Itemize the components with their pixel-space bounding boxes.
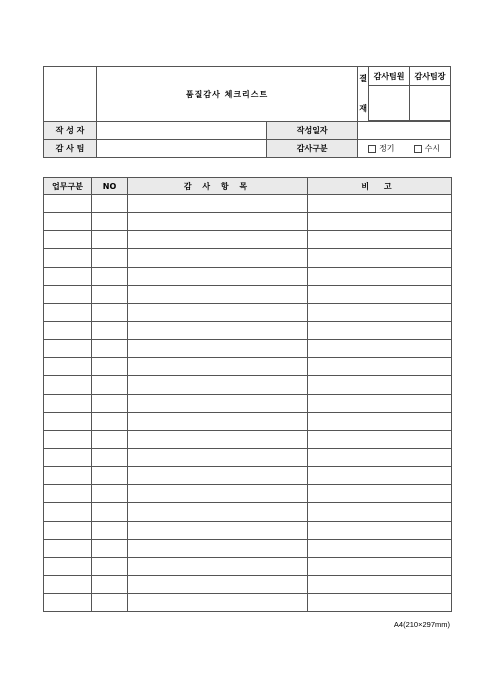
- item-cell[interactable]: [128, 539, 308, 557]
- table-row: [44, 467, 452, 485]
- table-row: [44, 412, 452, 430]
- category-cell[interactable]: [44, 303, 92, 321]
- no-cell[interactable]: [92, 321, 128, 339]
- category-cell[interactable]: [44, 539, 92, 557]
- remark-cell[interactable]: [308, 430, 452, 448]
- item-cell[interactable]: [128, 521, 308, 539]
- no-cell[interactable]: [92, 340, 128, 358]
- no-cell[interactable]: [92, 594, 128, 612]
- approval-col-member: 감사팀원: [369, 67, 410, 86]
- table-row: [44, 430, 452, 448]
- item-cell[interactable]: [128, 231, 308, 249]
- table-row: [44, 285, 452, 303]
- table-row: [44, 213, 452, 231]
- category-cell[interactable]: [44, 412, 92, 430]
- category-cell[interactable]: [44, 285, 92, 303]
- date-field[interactable]: [358, 122, 451, 140]
- category-cell[interactable]: [44, 321, 92, 339]
- no-cell[interactable]: [92, 213, 128, 231]
- header-table: [43, 66, 451, 158]
- remark-cell[interactable]: [308, 539, 452, 557]
- option-occasional-label: 수시: [424, 144, 441, 153]
- no-cell[interactable]: [92, 358, 128, 376]
- table-row: [44, 394, 452, 412]
- table-row: [44, 195, 452, 213]
- table-row: [44, 303, 452, 321]
- checkbox-icon: [414, 145, 422, 153]
- remark-cell[interactable]: [308, 321, 452, 339]
- remark-cell[interactable]: [308, 303, 452, 321]
- remark-cell[interactable]: [308, 340, 452, 358]
- category-cell[interactable]: [44, 358, 92, 376]
- date-label: 작성일자: [267, 122, 358, 140]
- option-regular-label: 정기: [379, 144, 395, 153]
- col-header-no: NO: [92, 178, 128, 195]
- table-row: [44, 575, 452, 593]
- item-cell[interactable]: [128, 213, 308, 231]
- type-label: 감사구분: [267, 140, 358, 158]
- remark-cell[interactable]: [308, 376, 452, 394]
- remark-cell[interactable]: [308, 485, 452, 503]
- approval-label: [358, 67, 369, 122]
- item-cell[interactable]: [128, 303, 308, 321]
- table-row: [44, 448, 452, 466]
- remark-cell[interactable]: [308, 394, 452, 412]
- remark-cell[interactable]: [308, 358, 452, 376]
- item-cell[interactable]: [128, 394, 308, 412]
- no-cell[interactable]: [92, 394, 128, 412]
- no-cell[interactable]: [92, 485, 128, 503]
- table-row: [44, 557, 452, 575]
- item-cell[interactable]: [128, 594, 308, 612]
- remark-cell[interactable]: [308, 412, 452, 430]
- item-cell[interactable]: [128, 485, 308, 503]
- checkbox-occasional[interactable]: [414, 144, 440, 153]
- no-cell[interactable]: [92, 430, 128, 448]
- item-cell[interactable]: [128, 557, 308, 575]
- remark-cell[interactable]: [308, 195, 452, 213]
- item-cell[interactable]: [128, 195, 308, 213]
- logo-cell: [44, 67, 97, 122]
- table-row: [44, 321, 452, 339]
- remark-cell[interactable]: [308, 285, 452, 303]
- item-cell[interactable]: [128, 575, 308, 593]
- table-row: [44, 503, 452, 521]
- approval-label-top: 결: [359, 74, 367, 83]
- checklist-rows: [44, 195, 452, 612]
- no-cell[interactable]: [92, 521, 128, 539]
- table-row: [44, 267, 452, 285]
- table-row: [44, 249, 452, 267]
- approval-col-leader: 감사팀장: [410, 67, 451, 86]
- table-row: [44, 521, 452, 539]
- category-cell[interactable]: [44, 557, 92, 575]
- item-cell[interactable]: [128, 285, 308, 303]
- item-cell[interactable]: [128, 267, 308, 285]
- remark-cell[interactable]: [308, 594, 452, 612]
- item-cell[interactable]: [128, 467, 308, 485]
- no-cell[interactable]: [92, 267, 128, 285]
- no-cell[interactable]: [92, 231, 128, 249]
- remark-cell[interactable]: [308, 503, 452, 521]
- item-cell[interactable]: [128, 249, 308, 267]
- category-cell[interactable]: [44, 485, 92, 503]
- table-row: [44, 594, 452, 612]
- category-cell[interactable]: [44, 575, 92, 593]
- item-cell[interactable]: [128, 376, 308, 394]
- author-label: 작 성 자: [44, 122, 97, 140]
- item-cell[interactable]: [128, 503, 308, 521]
- no-cell[interactable]: [92, 575, 128, 593]
- team-field[interactable]: [97, 140, 267, 158]
- remark-cell[interactable]: [308, 467, 452, 485]
- category-cell[interactable]: [44, 503, 92, 521]
- team-label: 감 사 팀: [44, 140, 97, 158]
- table-row: [44, 340, 452, 358]
- remark-cell[interactable]: [308, 231, 452, 249]
- item-cell[interactable]: [128, 340, 308, 358]
- category-cell[interactable]: [44, 448, 92, 466]
- no-cell[interactable]: [92, 376, 128, 394]
- author-field[interactable]: [97, 122, 267, 140]
- document-title: 품질감사 체크리스트: [97, 67, 358, 122]
- category-cell[interactable]: [44, 231, 92, 249]
- no-cell[interactable]: [92, 557, 128, 575]
- no-cell[interactable]: [92, 285, 128, 303]
- table-row: [44, 485, 452, 503]
- item-cell[interactable]: [128, 358, 308, 376]
- category-cell[interactable]: [44, 467, 92, 485]
- type-options: [358, 140, 451, 158]
- category-cell[interactable]: [44, 594, 92, 612]
- table-row: [44, 376, 452, 394]
- no-cell[interactable]: [92, 467, 128, 485]
- category-cell[interactable]: [44, 340, 92, 358]
- no-cell[interactable]: [92, 249, 128, 267]
- item-cell[interactable]: [128, 448, 308, 466]
- category-cell[interactable]: [44, 394, 92, 412]
- remark-cell[interactable]: [308, 448, 452, 466]
- sign-box-leader[interactable]: [410, 86, 451, 121]
- table-row: [44, 231, 452, 249]
- remark-cell[interactable]: [308, 213, 452, 231]
- no-cell[interactable]: [92, 303, 128, 321]
- checklist-table: [43, 177, 452, 612]
- category-cell[interactable]: [44, 249, 92, 267]
- category-cell[interactable]: [44, 521, 92, 539]
- item-cell[interactable]: [128, 321, 308, 339]
- no-cell[interactable]: [92, 503, 128, 521]
- category-cell[interactable]: [44, 267, 92, 285]
- paper-size-note: A4(210×297mm): [393, 620, 450, 629]
- table-row: [44, 539, 452, 557]
- item-cell[interactable]: [128, 430, 308, 448]
- remark-cell[interactable]: [308, 249, 452, 267]
- category-cell[interactable]: [44, 430, 92, 448]
- remark-cell[interactable]: [308, 521, 452, 539]
- category-cell[interactable]: [44, 195, 92, 213]
- no-cell[interactable]: [92, 195, 128, 213]
- col-header-category: 업무구분: [44, 178, 92, 195]
- col-header-remark: 비 고: [308, 178, 452, 195]
- remark-cell[interactable]: [308, 267, 452, 285]
- category-cell[interactable]: [44, 376, 92, 394]
- remark-cell[interactable]: [308, 557, 452, 575]
- checkbox-regular[interactable]: [368, 144, 394, 153]
- checkbox-icon: [368, 145, 376, 153]
- no-cell[interactable]: [92, 539, 128, 557]
- remark-cell[interactable]: [308, 575, 452, 593]
- col-header-item: 감 사 항 목: [128, 178, 308, 195]
- category-cell[interactable]: [44, 213, 92, 231]
- table-row: [44, 358, 452, 376]
- sign-box-member[interactable]: [369, 86, 410, 121]
- item-cell[interactable]: [128, 412, 308, 430]
- approval-label-bottom: 재: [359, 104, 367, 113]
- no-cell[interactable]: [92, 448, 128, 466]
- no-cell[interactable]: [92, 412, 128, 430]
